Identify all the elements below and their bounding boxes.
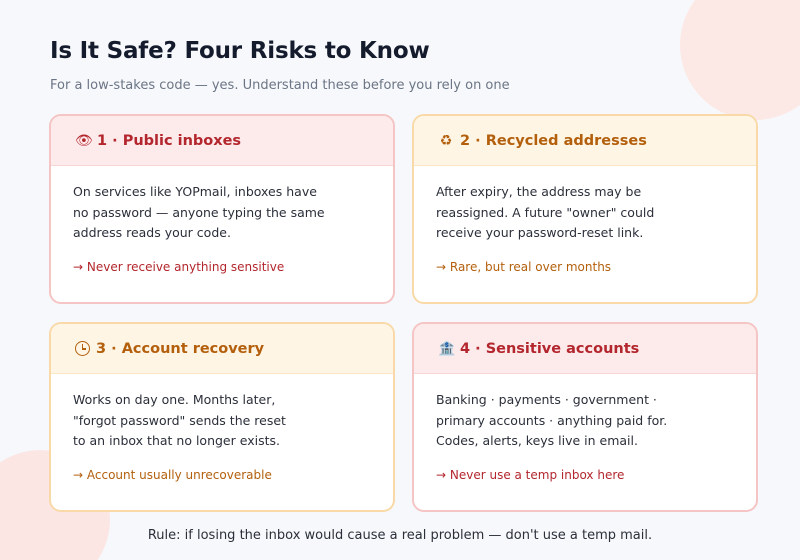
card-body-line: reassigned. A future "owner" could <box>436 204 655 220</box>
card-heading: 1 · Public inboxes <box>97 132 242 149</box>
footer-rule: Rule: if losing the inbox would cause a real problem — don't use a temp mail. <box>147 528 653 543</box>
card-body-line: Works on day one. Months later, <box>73 392 276 407</box>
page-subtitle: For a low-stakes code — yes. Understand these before you rely on one <box>50 78 510 93</box>
clock-icon <box>75 341 90 356</box>
card-body-line: On services like YOPmail, inboxes have <box>73 184 317 199</box>
risk-card-account-recovery <box>49 322 395 512</box>
card-body-line: Banking · payments · government · <box>436 392 657 407</box>
card-heading: 4 · Sensitive accounts <box>460 340 640 357</box>
card-body-line: primary accounts · anything paid for. <box>436 412 668 428</box>
card-body <box>414 166 756 244</box>
card-body <box>51 374 393 452</box>
eye-icon: 👁 <box>75 132 93 149</box>
card-header <box>51 324 393 374</box>
card-body-line: "forgot password" sends the reset <box>73 412 286 428</box>
card-body-line: receive your password-reset link. <box>436 225 644 240</box>
card-body-line: to an inbox that no longer exists. <box>73 433 280 448</box>
card-heading: 2 · Recycled addresses <box>460 132 647 149</box>
card-note: → Rare, but real over months <box>436 260 612 274</box>
card-body <box>51 166 393 244</box>
page-title: Is It Safe? Four Risks to Know <box>50 38 430 64</box>
recycle-icon: ♻ <box>439 132 453 149</box>
card-heading: 3 · Account recovery <box>96 340 265 357</box>
risk-card-sensitive-accounts <box>412 322 758 512</box>
card-body-line: After expiry, the address may be <box>436 184 642 199</box>
card-body-line: address reads your code. <box>73 225 231 240</box>
card-note: → Account usually unrecoverable <box>73 468 272 482</box>
card-body <box>414 374 756 452</box>
decorative-circle-top-right <box>680 0 800 120</box>
bank-icon: 🏦 <box>438 340 456 357</box>
card-note: → Never receive anything sensitive <box>73 260 285 274</box>
card-header <box>414 324 756 374</box>
card-header <box>414 116 756 166</box>
risk-card-public-inboxes <box>49 114 395 304</box>
card-note: → Never use a temp inbox here <box>436 468 625 482</box>
card-body-line: Codes, alerts, keys live in email. <box>436 433 638 448</box>
card-body-line: no password — anyone typing the same <box>73 204 325 220</box>
risk-card-recycled-addresses <box>412 114 758 304</box>
card-header <box>51 116 393 166</box>
